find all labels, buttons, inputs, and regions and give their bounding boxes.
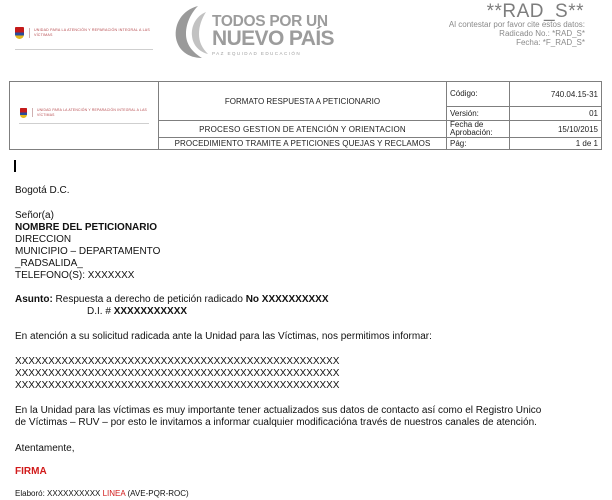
entity-logo bbox=[15, 22, 153, 44]
contact-update-paragraph-line-2: de Víctimas – RUV – por esto le invitamos a informar cualquier modificacióna través de nuestros canales de atención. bbox=[15, 417, 537, 428]
recipient-municipality: MUNICIPIO – DEPARTAMENTO bbox=[15, 246, 161, 257]
farewell: Atentamente, bbox=[15, 443, 75, 454]
entity-logo-text: UNIDAD PARA LA ATENCIÓN Y REPARACIÓN INTEGRAL A LAS VÍCTIMAS bbox=[29, 28, 153, 37]
colombia-shield-icon bbox=[15, 27, 24, 39]
version-value: 01 bbox=[510, 107, 602, 121]
placeholder-line: XXXXXXXXXXXXXXXXXXXXXXXXXXXXXXXXXXXXXXXXXXXXXXXXX bbox=[15, 380, 340, 391]
approval-date-label: Fecha de Aprobación: bbox=[447, 121, 510, 138]
table-logo-text: UNIDAD PARA LA ATENCIÓN Y REPARACIÓN INTEGRAL A LAS VÍCTIMAS bbox=[32, 108, 158, 117]
subject-line bbox=[15, 294, 329, 306]
code-value: 740.04.15-31 bbox=[510, 82, 602, 107]
radsalida-field: _RADSALIDA_ bbox=[15, 258, 83, 269]
table-logo-divider bbox=[19, 123, 149, 124]
header-divider bbox=[15, 49, 153, 50]
page-label: Pág: bbox=[447, 138, 510, 150]
slogan-line-2: NUEVO PAÍS bbox=[212, 27, 334, 50]
slogan-line-1: TODOS POR UN bbox=[212, 13, 328, 30]
placeholder-line: XXXXXXXXXXXXXXXXXXXXXXXXXXXXXXXXXXXXXXXXXXXXXXXXX bbox=[15, 356, 340, 367]
signature-field: FIRMA bbox=[15, 466, 47, 477]
text-cursor[interactable] bbox=[14, 160, 16, 172]
elaborated-by-line-label: LINEA bbox=[102, 489, 126, 498]
todos-por-un-nuevo-pais-logo bbox=[168, 2, 334, 64]
radicado-date: Fecha: *F_RAD_S* bbox=[516, 38, 585, 48]
format-title: FORMATO RESPUESTA A PETICIONARIO bbox=[159, 82, 447, 121]
subject-label: Asunto: bbox=[15, 294, 53, 305]
page-value: 1 de 1 bbox=[510, 138, 602, 150]
id-document-line bbox=[87, 306, 187, 318]
contact-update-paragraph-line-1: En la Unidad para las víctimas es muy importante tener actualizados sus datos de contacto así como el Registro Unico bbox=[15, 405, 542, 416]
recipient-address: DIRECCION bbox=[15, 234, 72, 245]
rad-placeholder: **RAD_S** bbox=[486, 1, 584, 22]
radicado-number: Radicado No.: *RAD_S* bbox=[499, 29, 585, 39]
elaborated-by-code: (AVE-PQR-ROC) bbox=[125, 489, 189, 498]
placeholder-line: XXXXXXXXXXXXXXXXXXXXXXXXXXXXXXXXXXXXXXXXXXXXXXXXX bbox=[15, 368, 340, 379]
letter-city: Bogotá D.C. bbox=[15, 185, 70, 196]
colombia-shield-icon bbox=[20, 108, 27, 118]
id-document-value: XXXXXXXXXXX bbox=[113, 306, 188, 317]
elaborated-by-label: Elaboró: XXXXXXXXXX bbox=[15, 489, 103, 498]
table-logo-cell bbox=[10, 82, 159, 150]
subject-number: No XXXXXXXXXX bbox=[245, 294, 329, 305]
format-header-table bbox=[9, 81, 602, 150]
recipient-phone: TELEFONO(S): XXXXXXX bbox=[15, 270, 135, 281]
version-label: Versión: bbox=[447, 107, 510, 121]
id-document-label: D.I. # bbox=[87, 306, 114, 317]
elaborated-by-line bbox=[15, 488, 189, 500]
procedure-name: PROCEDIMIENTO TRAMITE A PETICIONES QUEJAS Y RECLAMOS bbox=[159, 138, 447, 150]
slogan-line-3: PAZ EQUIDAD EDUCACIÓN bbox=[212, 51, 302, 56]
recipient-salutation: Señor(a) bbox=[15, 210, 54, 221]
process-name: PROCESO GESTION DE ATENCIÓN Y ORIENTACION bbox=[159, 121, 447, 138]
intro-paragraph: En atención a su solicitud radicada ante la Unidad para las Víctimas, nos permitimos informar: bbox=[15, 331, 432, 342]
subject-text: Respuesta a derecho de petición radicado bbox=[52, 294, 246, 305]
nuevo-pais-swoosh-icon bbox=[168, 2, 212, 62]
code-label: Código: bbox=[447, 82, 510, 107]
recipient-name: NOMBRE DEL PETICIONARIO bbox=[15, 222, 158, 233]
citation-block bbox=[449, 20, 585, 48]
citation-instruction: Al contestar por favor cite estos datos: bbox=[448, 20, 585, 29]
approval-date-value: 15/10/2015 bbox=[510, 121, 602, 138]
